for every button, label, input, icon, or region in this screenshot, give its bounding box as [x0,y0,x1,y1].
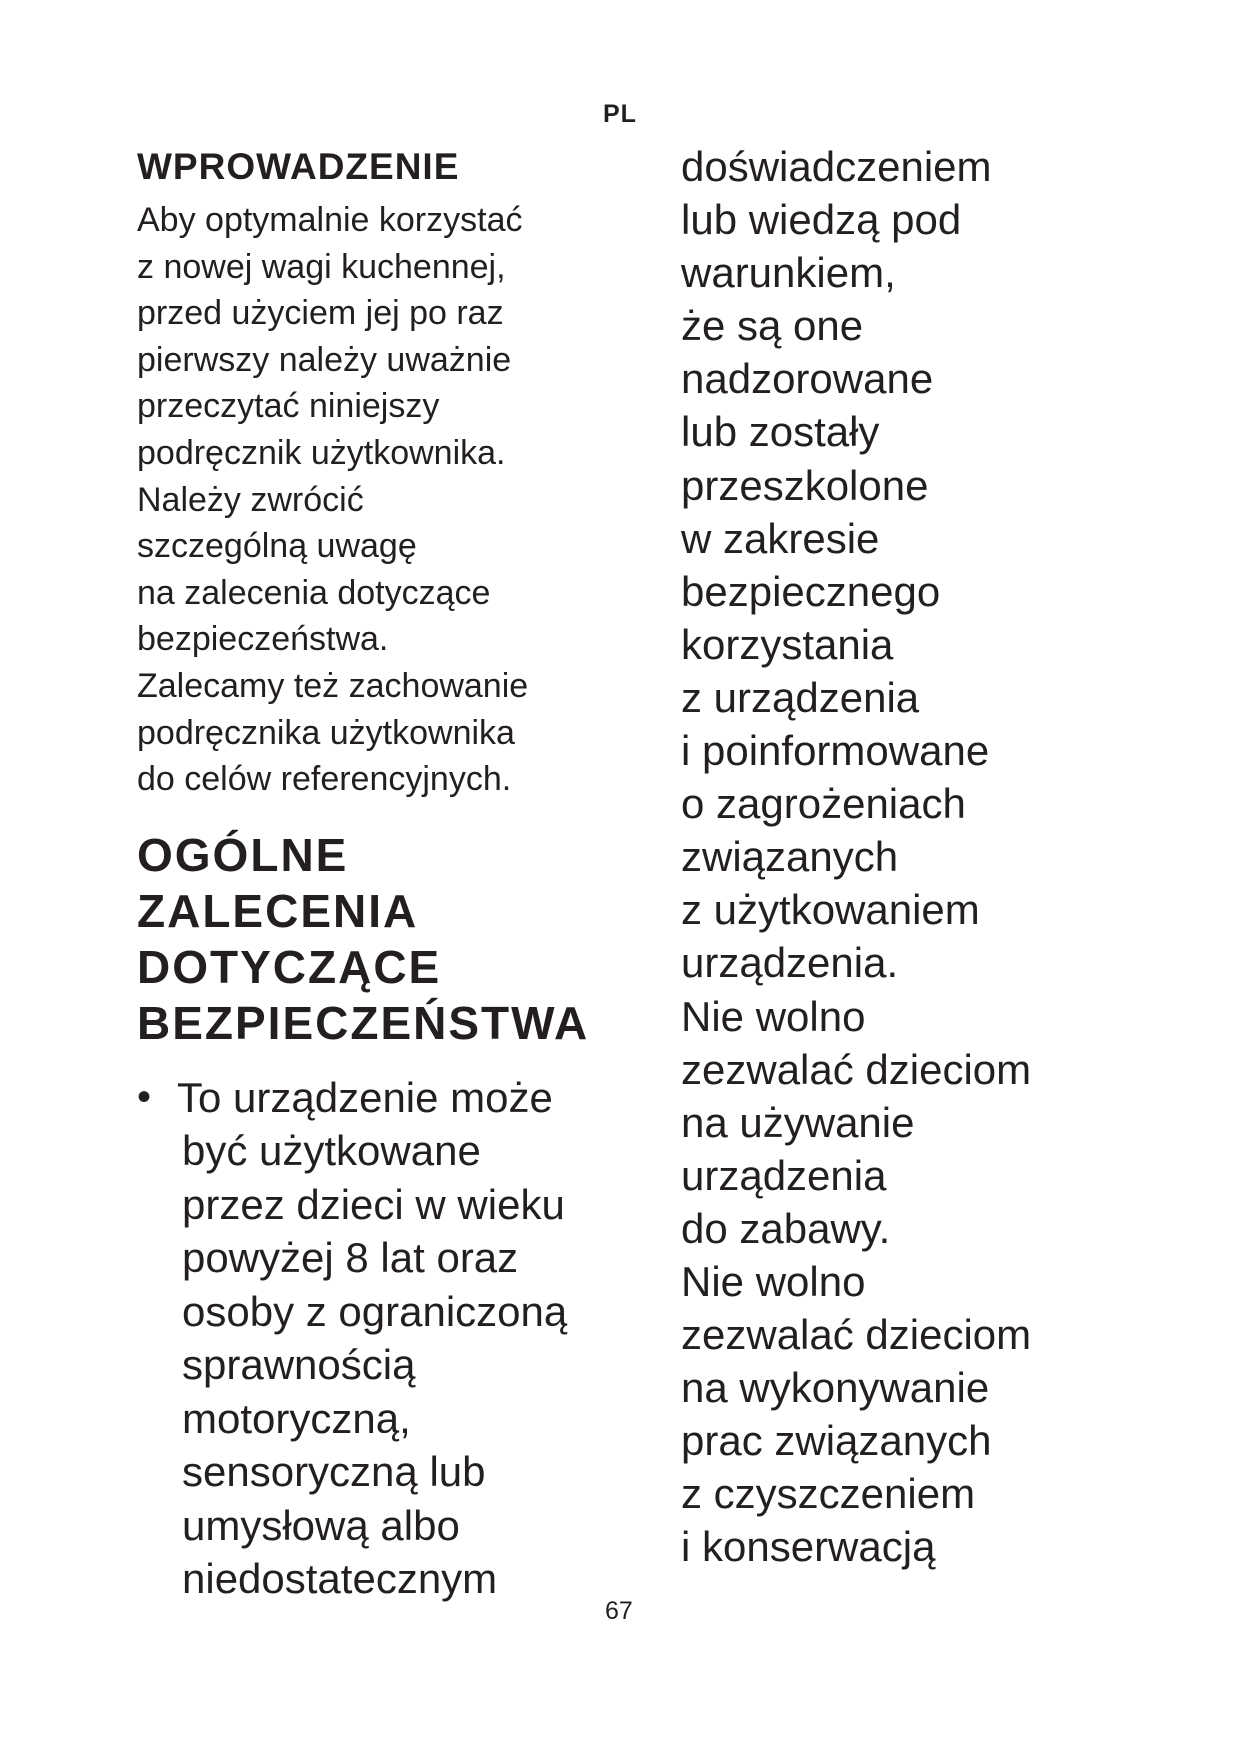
intro-line: Należy zwrócić [137,480,364,519]
right-column [681,140,1151,1574]
intro-line: przeczytać niniejszy [137,387,440,426]
right-line: prac związanych [681,1417,992,1465]
intro-line: bezpieczeństwa. [137,620,389,659]
right-line: Nie wolno [681,992,866,1040]
bullet-line: przez dzieci w wieku [182,1180,565,1228]
right-line: nadzorowane [681,355,934,403]
right-line: zezwalać dzieciom [681,1045,1032,1093]
bullet-line: niedostatecznym [182,1555,498,1603]
right-line: doświadczeniem [681,143,992,190]
intro-heading: WPROWADZENIE [137,146,460,187]
bullet-line: To urządzenie może [177,1073,553,1121]
right-line: że są one [681,302,864,350]
intro-line: przed użyciem jej po raz [137,294,504,333]
right-line: o zagrożeniach [681,780,966,828]
bullet-line: być użytkowane [182,1127,481,1175]
safety-bullet-item [137,1071,637,1606]
right-line: korzystania [681,620,894,668]
intro-line: na zalecenia dotyczące [137,573,491,612]
right-line: bezpiecznego [681,567,941,615]
right-line: przeszkolone [681,461,929,509]
right-line: do zabawy. [681,1204,891,1252]
intro-line: szczególną uwagę [137,527,417,566]
safety-heading-line: OGÓLNE [137,828,349,881]
bullet-line: motoryczną, [182,1394,411,1442]
right-line: związanych [681,833,899,881]
left-column [137,143,637,1606]
right-line: warunkiem, [681,249,896,297]
right-line: z urządzenia [681,673,920,721]
bullet-line: umysłową albo [182,1501,460,1549]
intro-line: do celów referencyjnych. [137,760,512,799]
right-paragraph [681,140,1151,1574]
bullet-line: powyżej 8 lat oraz [182,1234,519,1282]
right-line: i konserwacją [681,1523,936,1571]
page-number: 67 [605,1597,633,1625]
language-label: PL [603,100,637,128]
bullet-line: osoby z ograniczoną [182,1287,568,1335]
intro-line: podręcznika użytkownika [137,713,515,752]
right-line: i poinformowane [681,727,990,775]
right-line: na używanie [681,1098,915,1146]
right-line: na wykonywanie [681,1364,990,1412]
right-line: urządzenia [681,1151,887,1199]
bullet-line: sprawnością [182,1341,416,1389]
safety-heading-line: DOTYCZĄCE [137,940,442,993]
safety-heading [137,827,637,1051]
intro-line: podręcznik użytkownika. [137,433,506,472]
right-line: z czyszczeniem [681,1470,976,1518]
intro-paragraph [137,197,637,803]
right-line: z użytkowaniem [681,886,980,934]
intro-line: z nowej wagi kuchennej, [137,247,506,286]
right-line: zezwalać dzieciom [681,1311,1032,1359]
safety-heading-line: ZALECENIA [137,884,419,937]
right-line: lub zostały [681,408,880,456]
right-line: lub wiedzą pod [681,196,962,244]
safety-heading-line: BEZPIECZEŃSTWA [137,996,590,1049]
intro-line: pierwszy należy uważnie [137,340,512,379]
intro-line: Zalecamy też zachowanie [137,666,529,705]
right-line: w zakresie [681,514,880,562]
intro-line: Aby optymalnie korzystać [137,201,523,239]
bullet-dot-icon: • [137,1074,152,1119]
right-line: Nie wolno [681,1257,866,1305]
right-line: urządzenia. [681,939,899,987]
bullet-line: sensoryczną lub [182,1448,486,1496]
